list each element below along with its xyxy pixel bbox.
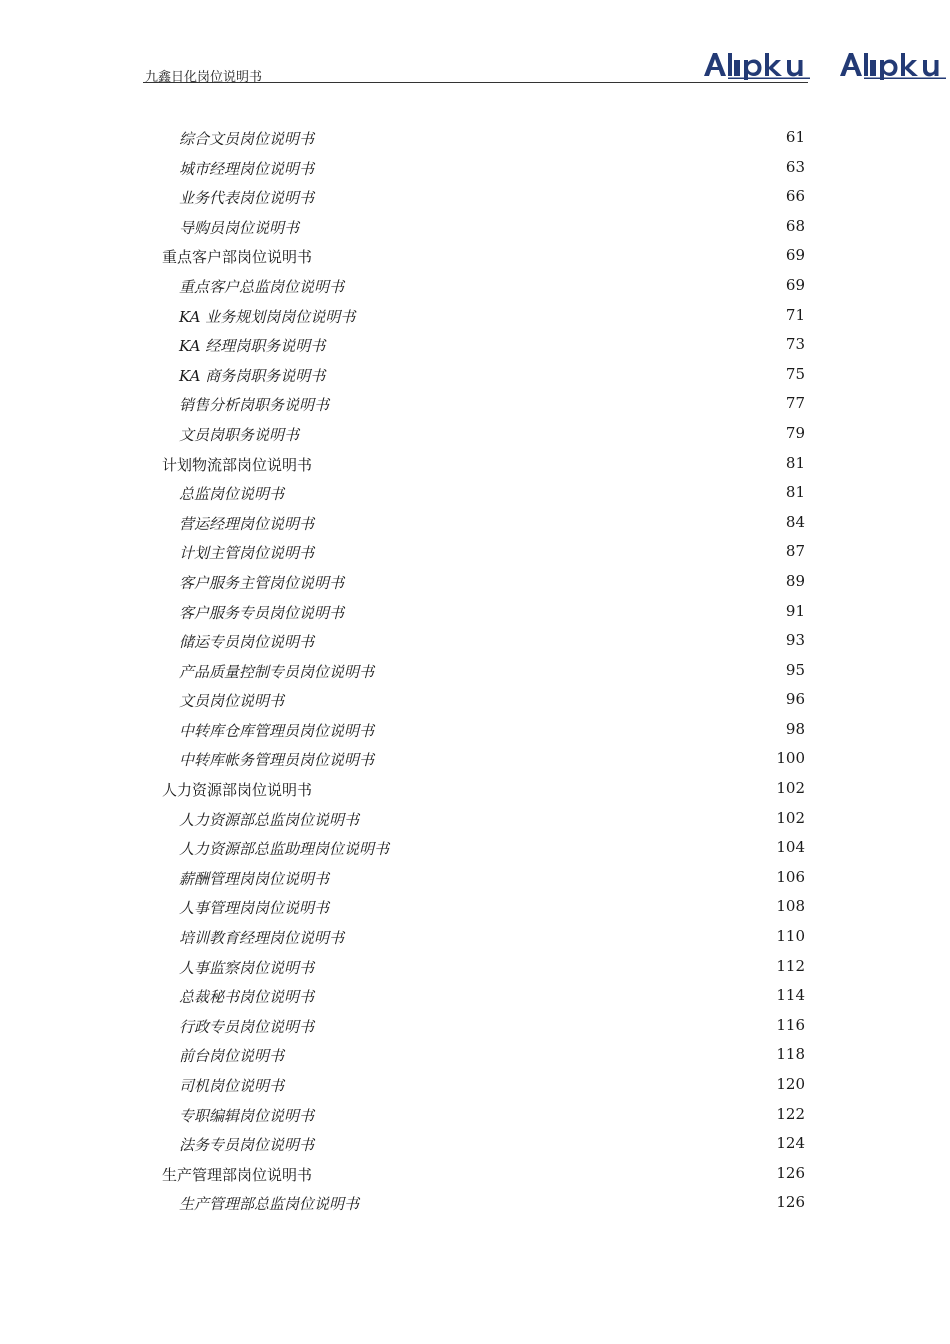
toc-entry[interactable]: [0, 418, 950, 448]
toc-entry[interactable]: [0, 536, 950, 566]
toc-entry-label: 前台岗位说明书: [179, 1047, 285, 1066]
toc-page-number: 81: [785, 453, 805, 472]
toc-entry-label: 法务专员岗位说明书: [179, 1136, 315, 1155]
toc-page-number: 89: [785, 571, 805, 590]
toc-entry[interactable]: [0, 211, 950, 241]
toc-page-number: 81: [785, 483, 805, 502]
toc-entry[interactable]: [0, 507, 950, 537]
toc-entry-label: 产品质量控制专员岗位说明书: [179, 662, 375, 681]
toc-page-number: 95: [785, 660, 805, 679]
toc-entry[interactable]: [0, 891, 950, 921]
toc-page-number: 93: [785, 631, 805, 650]
toc-entry-label: 计划主管岗位说明书: [179, 544, 315, 563]
toc-entry[interactable]: [0, 1069, 950, 1099]
toc-page-number: 100: [776, 749, 805, 768]
toc-page-number: 104: [776, 838, 805, 857]
toc-entry-label: 人事监察岗位说明书: [179, 958, 315, 977]
toc-page-number: 91: [785, 601, 805, 620]
toc-page-number: 75: [785, 364, 805, 383]
toc-page-number: 98: [785, 719, 805, 738]
toc-entry-label: 人事管理岗岗位说明书: [179, 899, 330, 918]
toc-page-number: 69: [785, 246, 805, 265]
toc-entry-label: 生产管理部岗位说明书: [162, 1165, 313, 1184]
toc-page-number: 68: [785, 216, 805, 235]
table-of-contents: [0, 122, 950, 1217]
toc-page-number: 102: [776, 779, 805, 798]
toc-entry-label: 人力资源部总监助理岗位说明书: [179, 840, 390, 859]
toc-entry[interactable]: [0, 388, 950, 418]
toc-entry[interactable]: [0, 803, 950, 833]
toc-page-number: 87: [785, 542, 805, 561]
toc-page-number: 106: [776, 867, 805, 886]
toc-entry-label: 专职编辑岗位说明书: [179, 1106, 315, 1125]
toc-section-entry[interactable]: [0, 240, 950, 270]
toc-entry-label: 总裁秘书岗位说明书: [179, 988, 315, 1007]
toc-entry-label: 司机岗位说明书: [179, 1077, 285, 1095]
toc-page-number: 102: [776, 808, 805, 827]
toc-entry-label: 营运经理岗位说明书: [179, 514, 315, 533]
toc-entry-label: 行政专员岗位说明书: [179, 1017, 315, 1036]
toc-page-number: 112: [776, 956, 805, 975]
toc-entry-label: 导购员岗位说明书: [179, 218, 300, 237]
toc-page-number: 114: [776, 986, 805, 1005]
toc-entry-label: 人力资源部总监岗位说明书: [179, 810, 360, 829]
document-header-title: 九鑫日化岗位说明书: [145, 70, 263, 85]
toc-entry-label: 文员岗职务说明书: [179, 425, 300, 444]
toc-entry[interactable]: [0, 1010, 950, 1040]
toc-entry[interactable]: [0, 1099, 950, 1129]
toc-entry-label: 总监岗位说明书: [179, 485, 285, 504]
header-divider: [143, 82, 808, 83]
toc-entry[interactable]: [0, 152, 950, 182]
toc-page-number: 63: [785, 157, 805, 176]
toc-entry-label: 城市经理岗位说明书: [179, 159, 315, 178]
toc-entry-label: 客户服务主管岗位说明书: [179, 573, 345, 592]
toc-entry-label: 销售分析岗职务说明书: [179, 396, 330, 415]
toc-entry-label: 人力资源部岗位说明书: [162, 781, 313, 800]
toc-entry[interactable]: [0, 743, 950, 773]
toc-entry[interactable]: [0, 1039, 950, 1069]
toc-entry[interactable]: [0, 566, 950, 596]
toc-entry-label: 客户服务专员岗位说明书: [179, 603, 345, 622]
toc-entry[interactable]: [0, 980, 950, 1010]
toc-entry-label: KA 经理岗职务说明书: [179, 337, 326, 356]
toc-entry-label: KA 业务规划岗岗位说明书: [179, 307, 356, 326]
toc-entry[interactable]: [0, 329, 950, 359]
toc-entry[interactable]: [0, 122, 950, 152]
toc-page-number: 84: [785, 512, 805, 531]
toc-section-entry[interactable]: [0, 448, 950, 478]
toc-entry[interactable]: [0, 477, 950, 507]
toc-page-number: 61: [785, 128, 805, 146]
toc-entry-label: 薪酬管理岗岗位说明书: [179, 869, 330, 888]
toc-page-number: 122: [776, 1104, 805, 1123]
toc-page-number: 77: [785, 394, 805, 413]
toc-page-number: 69: [785, 275, 805, 294]
toc-page-number: 71: [785, 305, 805, 324]
toc-entry-label: 储运专员岗位说明书: [179, 633, 315, 652]
toc-entry-label: KA 商务岗职务说明书: [179, 366, 326, 385]
toc-entry[interactable]: [0, 359, 950, 389]
alpku-logo: [702, 50, 810, 80]
toc-entry[interactable]: [0, 1187, 950, 1217]
toc-entry-label: 计划物流部岗位说明书: [162, 455, 313, 474]
toc-page-number: 126: [776, 1193, 805, 1212]
toc-entry[interactable]: [0, 921, 950, 951]
alpku-logo: [838, 50, 946, 80]
toc-entry[interactable]: [0, 625, 950, 655]
toc-entry[interactable]: [0, 714, 950, 744]
toc-entry-label: 中转库帐务管理员岗位说明书: [179, 751, 375, 770]
toc-page-number: 108: [776, 897, 805, 916]
toc-section-entry[interactable]: [0, 1158, 950, 1188]
toc-page-number: 79: [785, 423, 805, 442]
toc-page-number: 126: [776, 1163, 805, 1182]
toc-entry-label: 文员岗位说明书: [179, 692, 285, 711]
toc-page-number: 96: [785, 690, 805, 709]
toc-entry[interactable]: [0, 684, 950, 714]
toc-entry[interactable]: [0, 1128, 950, 1158]
toc-entry[interactable]: [0, 270, 950, 300]
toc-entry-label: 培训教育经理岗位说明书: [179, 929, 345, 948]
toc-page-number: 73: [785, 335, 805, 354]
toc-page-number: 110: [776, 927, 805, 946]
toc-entry-label: 生产管理部总监岗位说明书: [179, 1195, 360, 1214]
toc-page-number: 120: [776, 1075, 805, 1093]
toc-entry[interactable]: [0, 832, 950, 862]
toc-entry[interactable]: [0, 181, 950, 211]
toc-entry-label: 业务代表岗位说明书: [179, 189, 315, 208]
toc-section-entry[interactable]: [0, 773, 950, 803]
toc-entry-label: 重点客户部岗位说明书: [162, 248, 313, 267]
toc-entry[interactable]: [0, 655, 950, 685]
toc-page-number: 66: [785, 187, 805, 206]
toc-entry-label: 重点客户总监岗位说明书: [179, 277, 345, 296]
toc-page-number: 124: [776, 1134, 805, 1153]
toc-entry[interactable]: [0, 300, 950, 330]
toc-entry-label: 中转库仓库管理员岗位说明书: [179, 721, 375, 740]
toc-entry[interactable]: [0, 862, 950, 892]
toc-entry[interactable]: [0, 596, 950, 626]
toc-entry[interactable]: [0, 951, 950, 981]
toc-page-number: 116: [776, 1015, 805, 1034]
toc-page-number: 118: [776, 1045, 805, 1064]
toc-entry-label: 综合文员岗位说明书: [179, 130, 315, 148]
